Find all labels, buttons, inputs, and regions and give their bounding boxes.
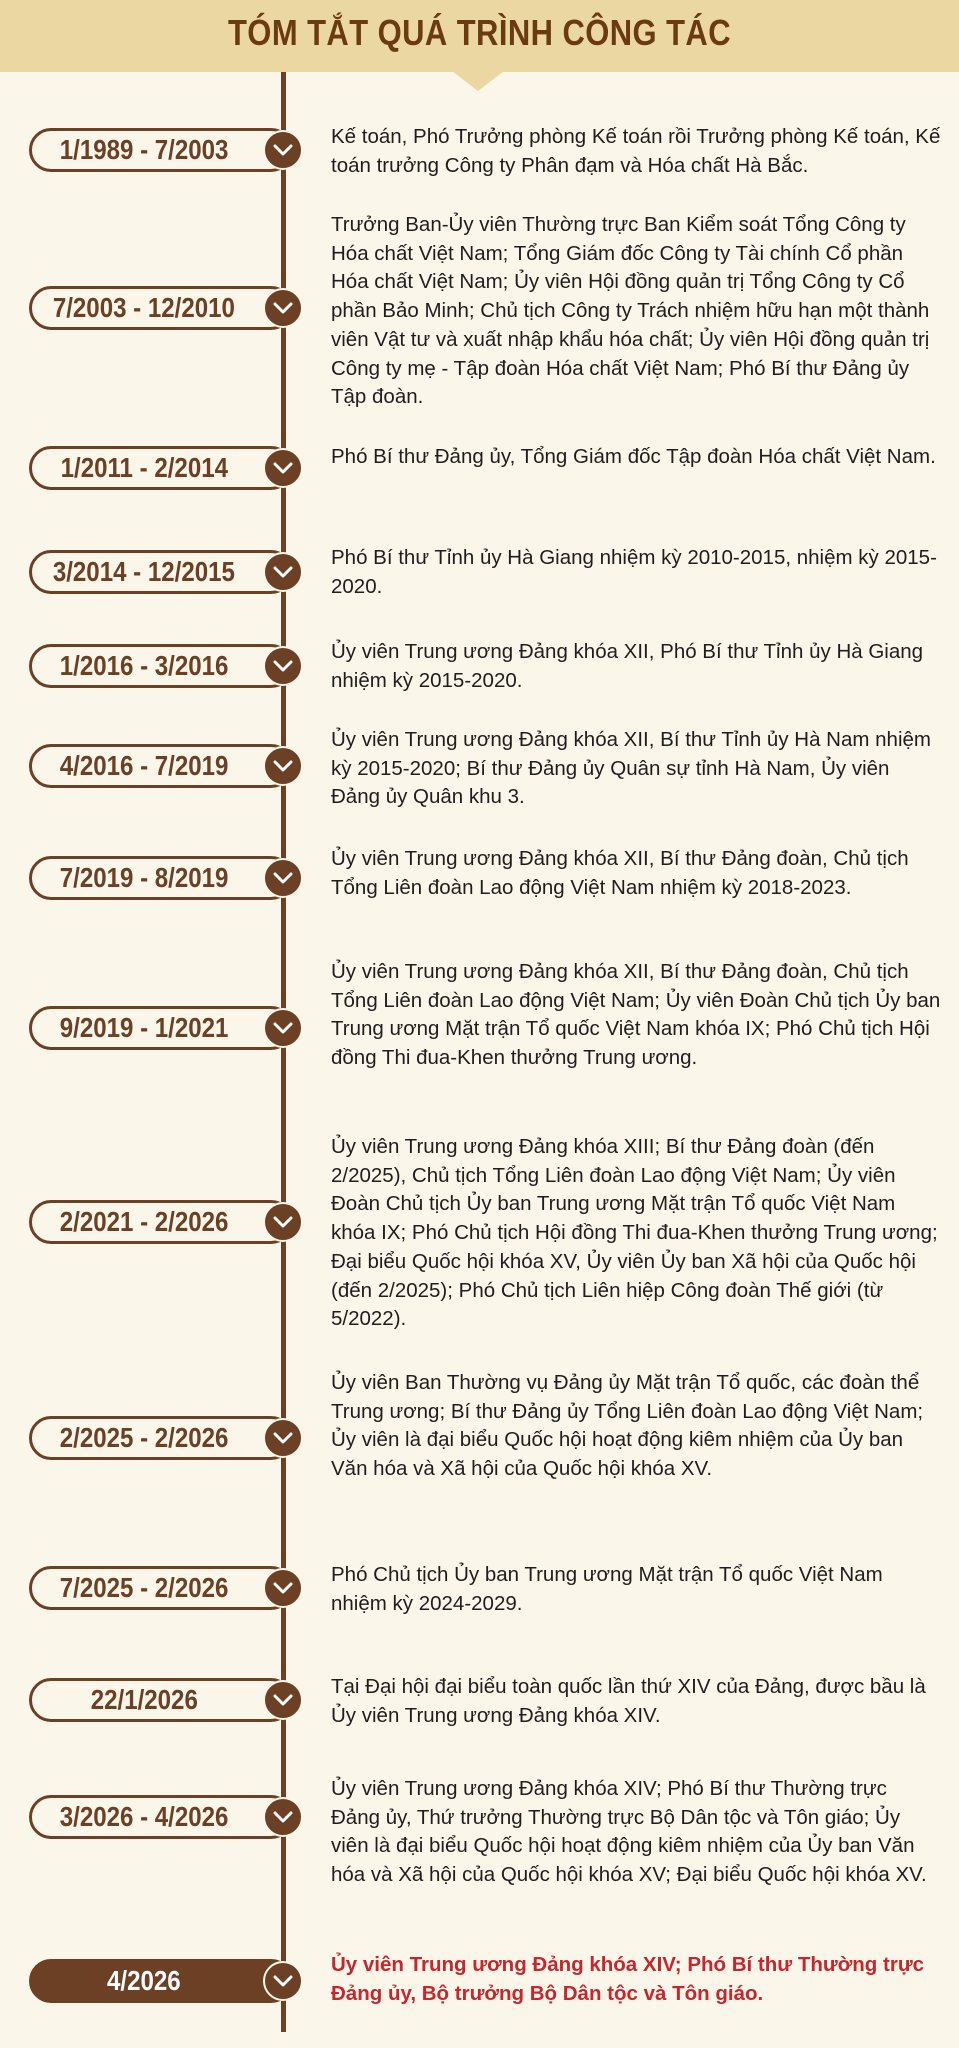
chevron-down-icon[interactable] [263, 1961, 303, 2001]
chevron-down-icon[interactable] [263, 858, 303, 898]
timeline-description-current: Ủy viên Trung ương Đảng khóa XIV; Phó Bí thư Thường trực Đảng ủy, Bộ trưởng Bộ Dân tộc và Tôn giáo. [331, 1953, 925, 2005]
chevron-down-icon[interactable] [263, 552, 303, 592]
chevron-down-icon[interactable] [263, 1202, 303, 1242]
period-pill [29, 744, 293, 788]
period-label: 4/2026 [107, 1965, 181, 1996]
period-pill-current [29, 1959, 293, 2003]
timeline-description: Ủy viên Trung ương Đảng khóa XII, Phó Bí thư Tỉnh ủy Hà Giang nhiệm kỳ 2015-2020. [331, 640, 924, 692]
period-label: 2/2025 - 2/2026 [59, 1422, 229, 1453]
period-label: 7/2019 - 8/2019 [59, 862, 229, 893]
period-label: 1/1989 - 7/2003 [59, 134, 229, 165]
period-label: 1/2011 - 2/2014 [60, 452, 228, 483]
timeline-description: Ủy viên Trung ương Đảng khóa XII, Bí thư Đảng đoàn, Chủ tịch Tổng Liên đoàn Lao động Việt Nam; Ủy viên Đoàn Chủ tịch Ủy ban Trung ương Mặt trận Tổ quốc Việt Nam khóa IX; Phó Chủ tịch Hội đồng Thi đua-Khen thưởng Trung ương. [331, 960, 941, 1070]
timeline-description: Trưởng Ban-Ủy viên Thường trực Ban Kiểm soát Tổng Công ty Hóa chất Việt Nam; Tổng Giám đốc Công ty Tài chính Cổ phần Hóa chất Việt Nam; Ủy viên Hội đồng quản trị Tổng Công ty Cổ phần Bảo Minh; Chủ tịch Công ty Trách nhiệm hữu hạn một thành viên Vật tư và xuất nhập khẩu hóa chất; Ủy viên Hội đồng quản trị Công ty mẹ - Tập đoàn Hóa chất Việt Nam; Phó Bí thư Đảng ủy Tập đoàn. [331, 213, 930, 409]
chevron-down-icon[interactable] [263, 448, 303, 488]
timeline-line [281, 72, 286, 2032]
timeline-description: Phó Bí thư Tỉnh ủy Hà Giang nhiệm kỳ 2010-2015, nhiệm kỳ 2015-2020. [331, 546, 937, 598]
period-label: 2/2021 - 2/2026 [59, 1206, 229, 1237]
period-pill [29, 1006, 293, 1050]
period-label: 22/1/2026 [90, 1684, 198, 1715]
period-pill [29, 1416, 293, 1460]
period-label: 1/2016 - 3/2016 [59, 650, 229, 681]
timeline-description: Ủy viên Trung ương Đảng khóa XIII; Bí thư Đảng đoàn (đến 2/2025), Chủ tịch Tổng Liên đoàn Lao động Việt Nam; Ủy viên Đoàn Chủ tịch Ủy ban Trung ương Mặt trận Tổ quốc Việt Nam khóa IX; Phó Chủ tịch Hội đồng Thi đua-Khen thưởng Trung ương; Đại biểu Quốc hội khóa XV, Ủy viên Ủy ban Xã hội của Quốc hội (đến 2/2025); Phó Chủ tịch Liên hiệp Công đoàn Thế giới (từ 5/2022). [331, 1135, 938, 1331]
period-pill [29, 286, 293, 330]
period-pill [29, 1678, 293, 1722]
header-band [0, 0, 959, 72]
chevron-down-icon[interactable] [263, 1797, 303, 1837]
period-label: 7/2003 - 12/2010 [52, 292, 236, 323]
period-pill [29, 446, 293, 490]
period-label: 3/2026 - 4/2026 [59, 1801, 229, 1832]
chevron-down-icon[interactable] [263, 746, 303, 786]
chevron-down-icon[interactable] [263, 1568, 303, 1608]
chevron-down-icon[interactable] [263, 1680, 303, 1720]
timeline-description: Ủy viên Trung ương Đảng khóa XIV; Phó Bí thư Thường trực Đảng ủy, Thứ trưởng Thường trực Bộ Dân tộc và Tôn giáo; Ủy viên là đại biểu Quốc hội hoạt động kiêm nhiệm của Ủy ban Văn hóa và Xã hội của Quốc hội khóa XV; Đại biểu Quốc hội khóa XV. [331, 1777, 927, 1887]
period-pill [29, 644, 293, 688]
period-pill [29, 550, 293, 594]
timeline-description: Kế toán, Phó Trưởng phòng Kế toán rồi Trưởng phòng Kế toán, Kế toán trưởng Công ty Phân đạm và Hóa chất Hà Bắc. [331, 125, 941, 177]
period-label: 3/2014 - 12/2015 [52, 556, 236, 587]
timeline-description: Phó Bí thư Đảng ủy, Tổng Giám đốc Tập đoàn Hóa chất Việt Nam. [331, 445, 936, 468]
page-title: TÓM TẮT QUÁ TRÌNH CÔNG TÁC [227, 12, 732, 53]
period-pill [29, 856, 293, 900]
chevron-down-icon[interactable] [263, 1008, 303, 1048]
timeline-description: Tại Đại hội đại biểu toàn quốc lần thứ XIV của Đảng, được bầu là Ủy viên Trung ương Đảng khóa XIV. [331, 1675, 926, 1727]
timeline-description: Ủy viên Ban Thường vụ Đảng ủy Mặt trận Tổ quốc, các đoàn thể Trung ương; Bí thư Đảng ủy Tổng Liên đoàn Lao động Việt Nam; Ủy viên là đại biểu Quốc hội hoạt động kiêm nhiệm của Ủy ban Văn hóa và Xã hội của Quốc hội khóa XV. [331, 1371, 924, 1481]
timeline-description: Ủy viên Trung ương Đảng khóa XII, Bí thư Đảng đoàn, Chủ tịch Tổng Liên đoàn Lao động Việt Nam nhiệm kỳ 2018-2023. [331, 847, 909, 899]
period-label: 9/2019 - 1/2021 [59, 1012, 229, 1043]
period-label: 4/2016 - 7/2019 [59, 750, 229, 781]
period-pill [29, 1566, 293, 1610]
period-pill [29, 1200, 293, 1244]
period-label: 7/2025 - 2/2026 [59, 1572, 229, 1603]
timeline-description: Ủy viên Trung ương Đảng khóa XII, Bí thư Tỉnh ủy Hà Nam nhiệm kỳ 2015-2020; Bí thư Đảng ủy Quân sự tỉnh Hà Nam, Ủy viên Đảng ủy Quân khu 3. [331, 728, 931, 809]
chevron-down-icon[interactable] [263, 130, 303, 170]
chevron-down-icon[interactable] [263, 646, 303, 686]
period-pill [29, 128, 293, 172]
timeline-description: Phó Chủ tịch Ủy ban Trung ương Mặt trận Tổ quốc Việt Nam nhiệm kỳ 2024-2029. [331, 1563, 883, 1615]
chevron-down-icon[interactable] [263, 1418, 303, 1458]
period-pill [29, 1795, 293, 1839]
chevron-down-icon[interactable] [263, 288, 303, 328]
header-notch [452, 71, 504, 91]
